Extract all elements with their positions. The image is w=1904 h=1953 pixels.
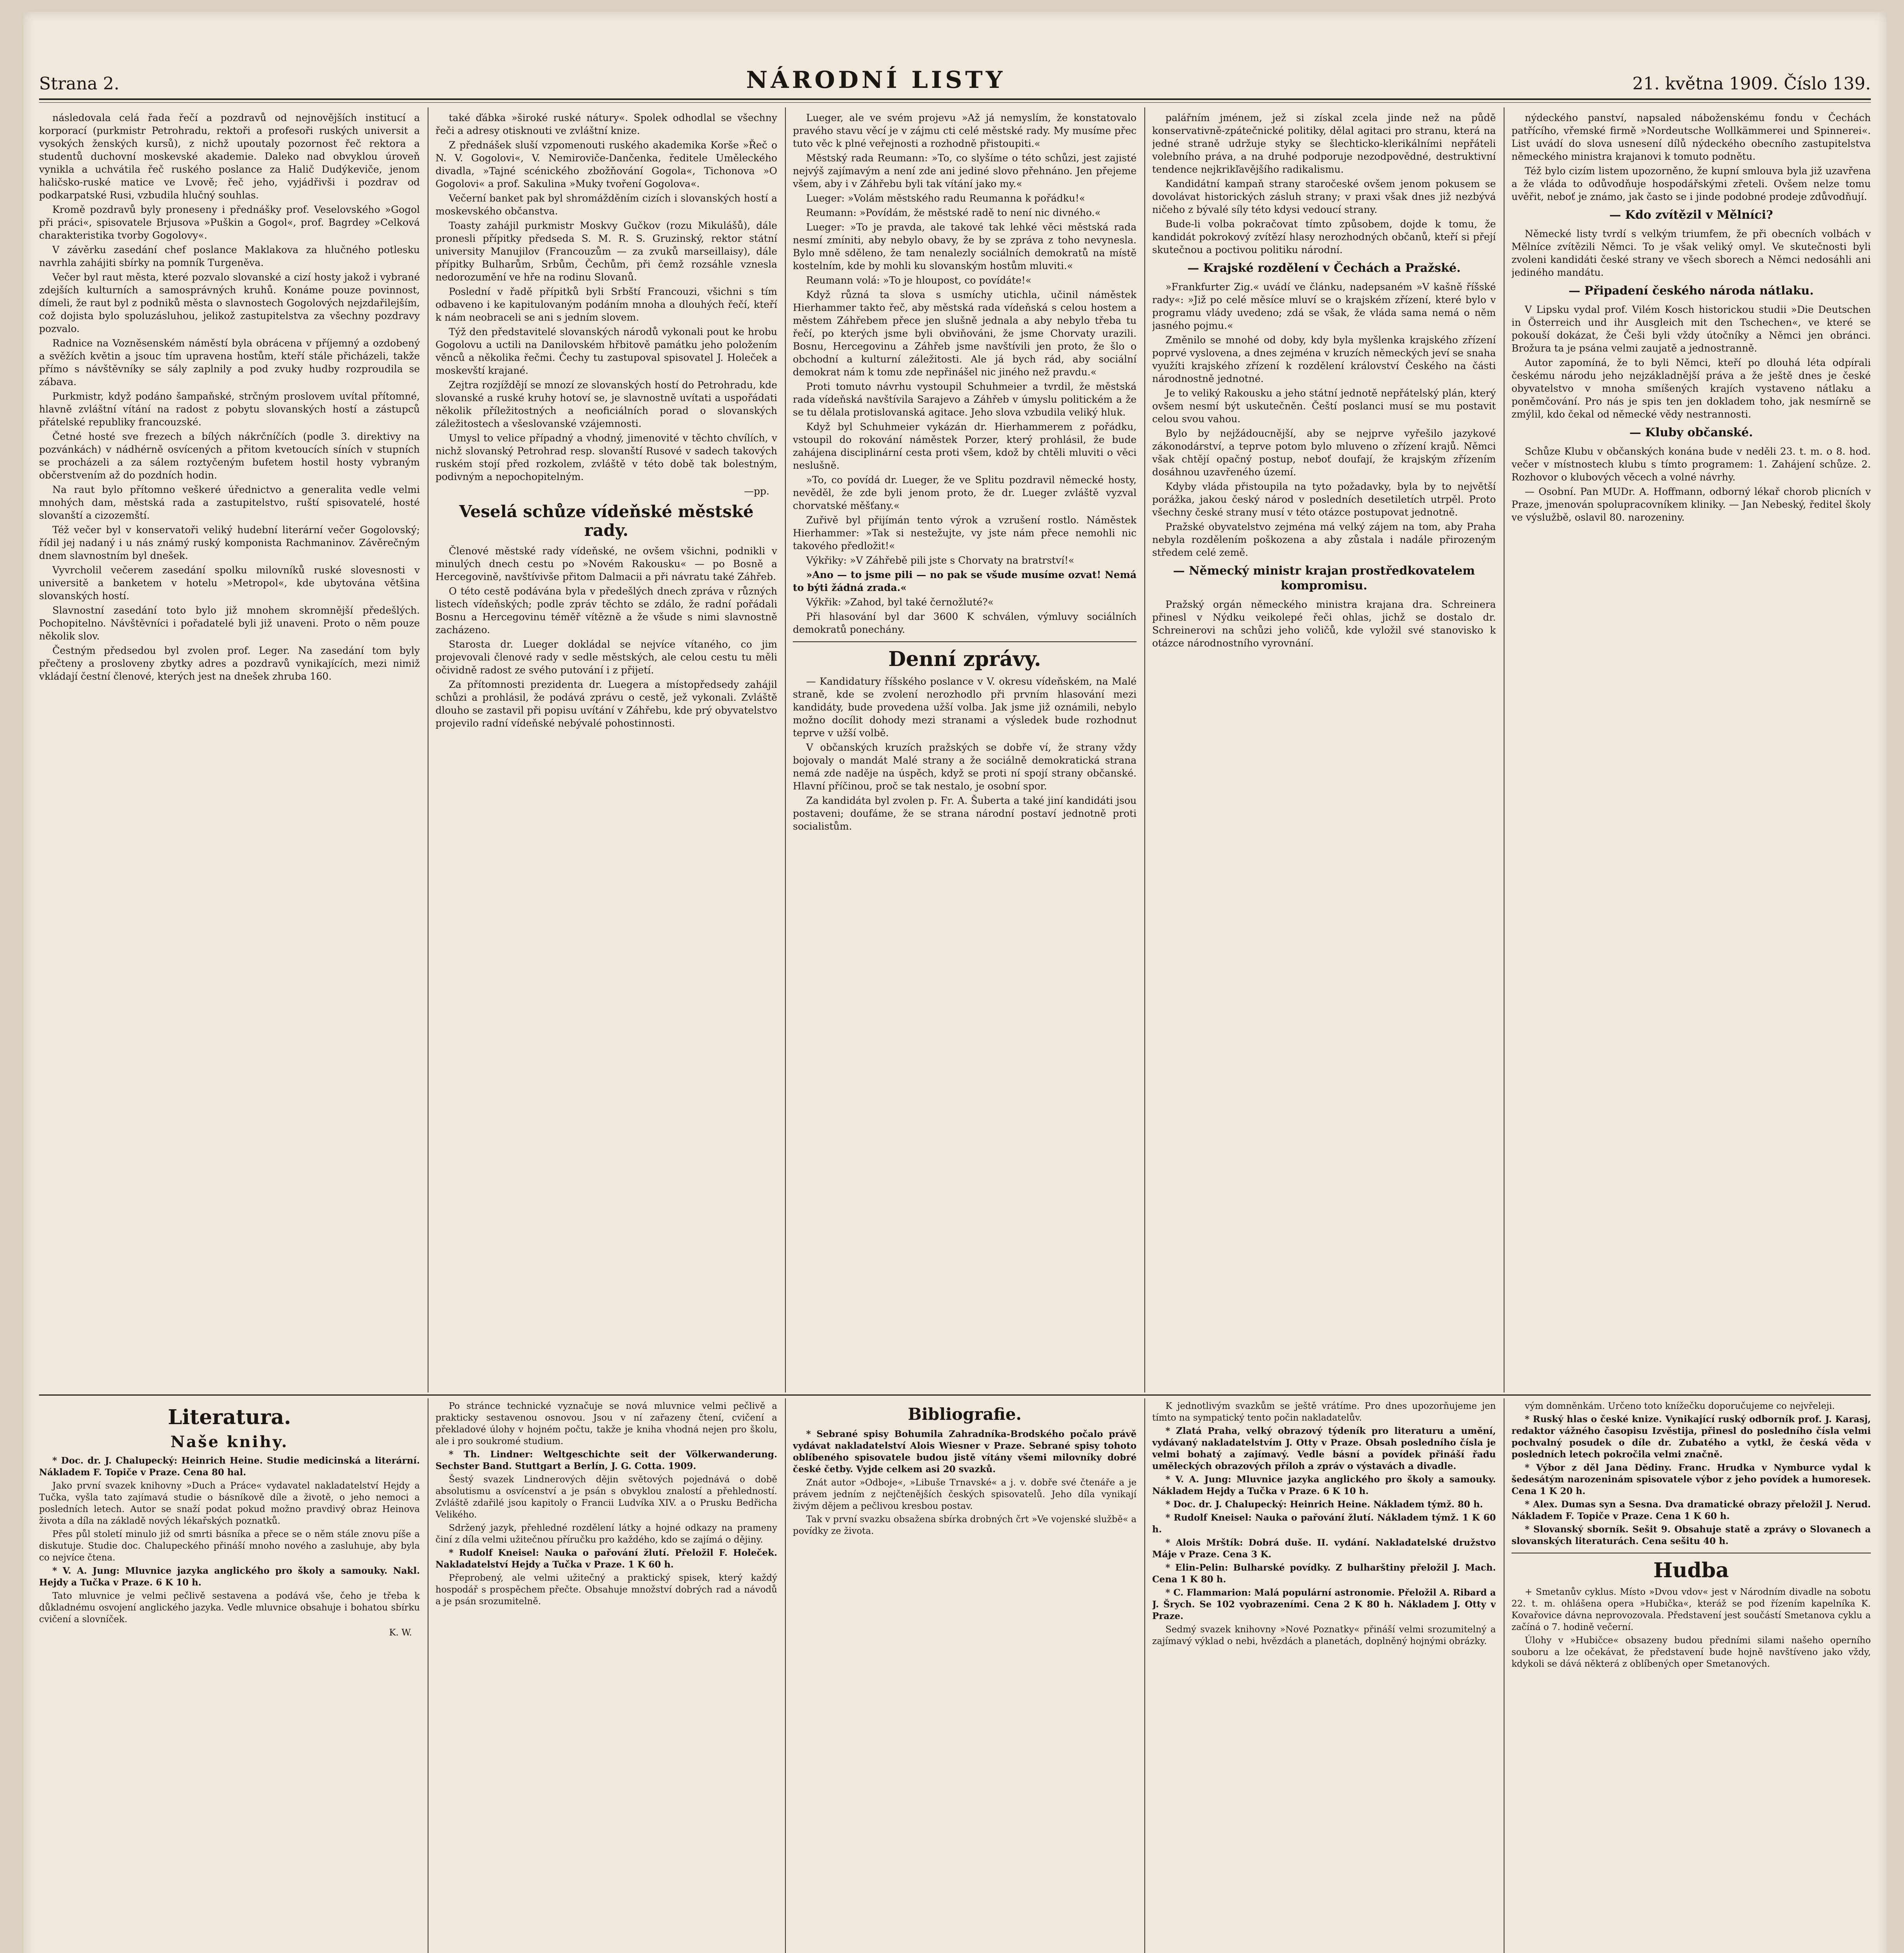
section-heading: Hudba: [1653, 1558, 1729, 1582]
article-title: — Kluby občanské.: [1629, 426, 1753, 439]
article-title: — Krajské rozdělení v Čechách a Pražské.: [1187, 261, 1461, 275]
paragraph: Šestý svazek Lindnerových dějin světových pojednává o době absolutismu a osvícenství a je psán s obvyklou znalostí a přehledností. Zvláště zdařilé jsou kapitoly o Francii Ludvíka XIV. a o Prusku Bedřicha Velikého.: [435, 1475, 777, 1520]
paragraph: V závěrku zasedání chef poslance Maklakova za hlučného potlesku navrhla zahájiti sbírky na pomník Turgeněva.: [39, 244, 420, 268]
paragraph: Z přednášek sluší vzpomenouti ruského akademika Korše »Řeč o N. V. Gogolovi«, V. Nemiroviče-Dančenka, ředitele Uměleckého divadla, »Tajné scénického zbožňování Gogola«, Tichonova »O Gogolovi« a prof. Sakulina »Muky tvoření Gogolova«.: [435, 139, 777, 189]
paragraph: Když různá ta slova s usmíchy utichla, učinil náměstek Hierhammer takto řeč, aby městská rada vídeňská s celou hostem a městem Záhřebem přece jen slušně jednala a aby nebylo třeba tu řečí, po kterých jsme byli obviňováni, že jsme Chorvaty urazili. Bosnu, Hercegovinu a Záhřeb jsme navštívili jen proto, že šlo o obchodní a kulturní záležitosti. Ale já bych rád, aby sociální demokrat nám k tomu zde nepřinášel nic jiného než pravdu.«: [793, 289, 1137, 378]
paragraph: Čestným předsedou byl zvolen prof. Leger. Na zasedání tom byly přečteny a prosloveny zbytky adres a pozdravů vynikajících, mezi nimiž vkládají čestní členové, kterých jest na dnešek zhruba 160.: [39, 645, 420, 682]
paragraph: také ďábka »široké ruské nátury«. Spolek odhodlal se všechny řeči a adresy otisknouti ve zvláštní knize.: [435, 112, 777, 136]
paragraph: Též večer byl v konservatoři veliký hudební literární večer Gogolovský; řídil jej nadaný i u nás známý ruský komponista Rachmaninov. Závěrečným dnem slavnostním byl dnešek.: [39, 524, 420, 561]
paragraph: Přes půl století minulo již od smrti básníka a přece se o něm stále znovu píše a diskutuje. Studie doc. Chalupeckého přináší mnoho nového a zasluhuje, aby byla co nejvíce čtena.: [39, 1529, 420, 1563]
paragraph: — Osobní. Pan MUDr. A. Hoffmann, odborný lékař chorob plicních v Praze, jmenován spolupracovníkem kliniky. — Jan Nebeský, ředitel školy ve výslužbě, oslavil 80. narozeniny.: [1511, 486, 1871, 523]
paragraph: Při hlasování byl dar 3600 K schválen, výmluvy sociálních demokratů ponechány.: [793, 611, 1137, 635]
subsection-heading: Bibliografie.: [908, 1405, 1022, 1424]
paragraph: Za kandidáta byl zvolen p. Fr. A. Šuberta a také jiní kandidáti jsou postaveni; doufáme, že se strana národní postaví jednotně proti socialistům.: [793, 795, 1137, 832]
paragraph: Přeprobený, ale velmi užitečný a praktický spisek, který každý hospodář s prospěchem přečte. Obsahuje množství dobrých rad a návodů a je psán srozumitelně.: [435, 1573, 777, 1607]
column-rule: [785, 1398, 786, 1953]
paragraph: Kdyby vláda přistoupila na tyto požadavky, byla by to největší porážka, jakou český národ v posledních desetiletích utrpěl. Proto všechny české strany musí v této otázce postupovat jednotně.: [1152, 481, 1496, 518]
paragraph: Umysl to velice případný a vhodný, jimenovité v těchto chvílích, v nichž slovanský Petrohrad resp. slovanští Rusové v sadech takových ruském stojí před rozkolem, zvláště v této době tak bolestným, podivným a nepochopitelným.: [435, 432, 777, 482]
article-title: — Německý ministr krajan prostředkovatelem kompromisu.: [1173, 564, 1475, 593]
column-2: [435, 111, 777, 1389]
paragraph: Poslední v řadě přípitků byli Srbští Francouzi, všichni s tím odbaveno i ke kapitulovaným podáním mnoha a dlouhých řečí, kteří k nám neobraceli se ani s jedním slovem.: [435, 286, 777, 323]
masthead-rule-thin: [39, 102, 1871, 103]
paragraph: * Slovanský sborník. Sešit 9. Obsahuje statě a zprávy o Slovanech a slovanských literaturách. Cena sešitu 40 h.: [1511, 1524, 1871, 1546]
paragraph: * C. Flammarion: Malá populární astronomie. Přeložil A. Ribard a J. Šrych. Se 102 vyobrazeními. Cena 2 K 80 h. Nákladem J. Otty v Praze.: [1152, 1587, 1496, 1621]
paragraph: * Alois Mrštík: Dobrá duše. II. vydání. Nakladatelské družstvo Máje v Praze. Cena 3 K.: [1152, 1537, 1496, 1560]
paragraph: K jednotlivým svazkům se ještě vrátíme. Pro dnes upozorňujeme jen tímto na sympatický tento počin nakladatelův.: [1152, 1401, 1496, 1423]
article-title: — Připadení českého národa nátlaku.: [1569, 284, 1814, 298]
paragraph: * Doc. dr. J. Chalupecký: Heinrich Heine. Studie medicinská a literární. Nákladem F. Topiče v Praze. Cena 80 hal.: [39, 1455, 420, 1478]
column-3: [793, 111, 1137, 1389]
paragraph: Za přítomnosti prezidenta dr. Luegera a místopředsedy zahájil schůzi a prohlásil, že podává zprávu o cestě, jež vykonali. Zvláště dlouho se zastavil při popisu uvítání v Záhřebu, kde prý obyvatelstvo projevilo radní vídeňské nebývalé pohostinnosti.: [435, 679, 777, 729]
page-number: Strana 2.: [39, 74, 120, 94]
paragraph: Když byl Schuhmeier vykázán dr. Hierhammerem z pořádku, vstoupil do rokování náměstek Porzer, který prohlásil, že bude zahájena disciplinární cesta proti všem, kdož by chtěli mluviti o věci neslušně.: [793, 421, 1137, 471]
paragraph: — Kandidatury říšského poslance v V. okresu vídeňském, na Malé straně, kde se zvolení nerozhodlo při prvním hlasování mezi kandidáty, bude provedena užší volba. Jak jsme již oznámili, nebylo možno docílit dohody mezi stranami a výsledek bude rozhodnut teprve v užší volbě.: [793, 676, 1137, 739]
newspaper-page: [23, 12, 1886, 1953]
paragraph: Proti tomuto návrhu vystoupil Schuhmeier a tvrdil, že městská rada vídeňská navštívila Sarajevo a Záhřeb v úmyslu politickém a že se tu dělala protislovanská agitace. Jeho slova vzbudila veliký hluk.: [793, 381, 1137, 418]
paragraph: * Rudolf Kneisel: Nauka o pařování žlutí. Nákladem týmž. 1 K 60 h.: [1152, 1512, 1496, 1535]
column-5: [1511, 111, 1871, 1389]
paragraph: Jako první svazek knihovny »Duch a Práce« vydavatel nakladatelství Hejdy a Tučka, vyšla tato zajímavá studie o básníkově díle a životě, o jeho nemoci a posledních letech. Autor se snaží podat pokud možno pravdivý obraz Heinova života a díla na základě nových lékařských poznatků.: [39, 1481, 420, 1526]
paragraph: Reumann: »Povídám, že městské radě to není nic divného.«: [806, 207, 1101, 218]
column-rule: [1144, 107, 1145, 1392]
section-rule: [793, 641, 1137, 642]
paragraph: Lueger: »To je pravda, ale takové tak lehké věci městská rada nesmí zmíniti, aby nebylo obavy, že by se zpráva z toho nevynesla. Bylo mně sděleno, že tam nenalezly sociálních demokratů na místě kostelním, kde by mohli ku slovanským hostům mluviti.«: [793, 221, 1137, 271]
paragraph: V Lipsku vydal prof. Vilém Kosch historickou studii »Die Deutschen in Österreich und ihr Ausgleich mit den Tschechen«, ve které se pokouší dokázat, že Češi byli vždy útočníky a Němci jen obránci. Brožura ta je psána velmi zaujatě a jednostranně.: [1511, 304, 1871, 354]
paragraph: následovala celá řada řečí a pozdravů od nejnovějších institucí a korporací (purkmistr Petrohradu, rektoři a profesoři ruských universit a vysokých ženských kursů), z nichž upoutaly pozornost řeč rektora a studentů duchovní moskevské akademie. Daleko nad obvyklou úroveň vynikla a uchvátila řeč ruského poslance za Halič Dudýkeviče, jenom haličsko-ruské matice ve Lvově; řeč jeho, vyjádřivši i pozdrav od podkarpatské Rusi, vzbudila hlučný souhlas.: [39, 112, 420, 201]
paragraph: Bylo by nejžádoucnější, aby se nejprve vyřešilo jazykové zákonodárství, a teprve potom bylo mluveno o zřízení krajů. Němci však chtějí opačný postup, neboť doufají, že krajským zřízením dosáhnou uzavřeného území.: [1152, 428, 1496, 478]
paragraph: Změnilo se mnohé od doby, kdy byla myšlenka krajského zřízení poprvé vyslovena, a dnes zejména v kruzích německých jeví se snaha využíti krajského zřízení k rozdělení království Českého na části národnostně jednotné.: [1152, 334, 1496, 384]
paragraph: O této cestě podávána byla v předešlých dnech zpráva v různých listech vídeňských; podle zpráv těchto se zdálo, že radní pořádali Bosnu a Hercegovinu téměř vítězně a že všude s nimi slavnostně zacházeno.: [435, 586, 777, 636]
section-divider: [39, 1394, 1871, 1396]
masthead-rule: [39, 98, 1871, 100]
paragraph: Radnice na Vozněsenském náměstí byla obrácena v příjemný a ozdobený a svěžích květin a jsouc tím upravena hostům, kteří stále přicházeli, takže přímo s návštěvníky se sály zaplnily a pod zvuky hudby rozproudila se zábava.: [39, 337, 420, 387]
paragraph: Večer byl raut města, které pozvalo slovanské a cizí hosty jakož i vybrané zdejších kulturních a samosprávných kruhů. Konáme pouze povinnost, dímeli, že raut byl z podniků města o slavnostech Gogolových nejzdařilejším, což dojista bylo spoluzásluhou, jelikož zastupitelstva za všechny pozdravy pozvalo.: [39, 271, 420, 334]
author-signature: —pp.: [744, 486, 769, 497]
paragraph: Autor zapomíná, že to byli Němci, kteří po dlouhá léta odpírali českému národu jeho nejzákladnější práva a že ještě dnes je české obyvatelstvo v mnoha smíšených krajích vystaveno nátlaku a poněmčování. Pro nás je spis ten jen dokladem toho, jak nesmírně se zmýlil, kdo čekal od německé vědy nestrannosti.: [1511, 357, 1871, 420]
paragraph: Bude-li volba pokračovat tímto způsobem, dojde k tomu, že kandidát pokrokový zvítězí hlasy nerozhodných občanů, kteří si přejí skutečnou a poctivou politiku národní.: [1152, 218, 1496, 255]
paragraph: Purkmistr, když podáno šampaňské, strčným proslovem uvítal přítomné, hlavně zvláštní vítání na radost z pobytu slovanských hostí a zástupců přátelské republiky francouzské.: [39, 391, 420, 428]
paragraph: Večerní banket pak byl shromážděním cizích i slovanských hostí a moskevského občanstva.: [435, 193, 777, 217]
section-heading: Denní zprávy.: [888, 647, 1041, 671]
paragraph: * Alex. Dumas syn a Sesna. Dva dramatické obrazy přeložil J. Nerud. Nákladem F. Topiče v Praze. Cena 1 K 60 h.: [1511, 1499, 1871, 1521]
paragraph: Zuřivě byl přijímán tento výrok a vzrušení rostlo. Náměstek Hierhammer: »Tak si nestežujte, vy jste nám přece nemohli nic takového předložit!«: [793, 514, 1137, 552]
paragraph: * Zlatá Praha, velký obrazový týdeník pro literaturu a umění, vydávaný nakladatelstvím J. Otty v Praze. Obsah posledního čísla je velmi bohatý a zajímavý. Vedle básní a povídek přináší řadu uměleckých obrazových příloh a zpráv o výstavách a divadle.: [1152, 1426, 1496, 1471]
paragraph: nýdeckého panství, napsaled náboženskému fondu v Čechách patřícího, vřemské firmě »Nordeutsche Wollkämmerei und Spinnerei«. List uvádí do slova usnesení dílů nýdeckého obecního zastupitelstva německého ministra krajanovi k tomuto podnětu.: [1511, 112, 1871, 162]
paragraph: * Elin-Pelin: Bulharské povídky. Z bulharštiny přeložil J. Mach. Cena 1 K 80 h.: [1152, 1562, 1496, 1585]
paragraph: vým domněnkám. Určeno toto knížečku doporučujeme co nejvřeleji.: [1525, 1401, 1835, 1411]
paragraph: Vyvrcholil večerem zasedání spolku milovníků ruské slovesnosti v universitě a banketem v hotelu »Metropol«, kde ubytována většina slovanských hostí.: [39, 564, 420, 602]
paragraph: Výkřiky: »V Záhřebě pili jste s Chorvaty na bratrství!«: [806, 555, 1074, 566]
masthead: [39, 66, 1871, 94]
paragraph: * V. A. Jung: Mluvnice jazyka anglického pro školy a samouky. Nakl. Hejdy a Tučka v Praze. 6 K 10 h.: [39, 1566, 420, 1588]
paragraph: Též bylo cizím listem upozorněno, že kupní smlouva byla již uzavřena a že vláda to odůvodňuje hospodářskými zřeteli. Ovšem nelze tomu uvěřit, neboť je známo, jak často se i jinde podobné prodeje zdůvodňují.: [1511, 165, 1871, 202]
paragraph: Pražský orgán německého ministra krajana dra. Schreinera přinesl v Nýdku veikolepé řeči ohlas, jichž se dostalo dr. Schreinerovi na schůzi jeho voličů, kde vyložil své stanovisko k otázce národnostního vyrovnání.: [1152, 599, 1496, 649]
literature-column-1: [39, 1400, 420, 1953]
paragraph: Sedmý svazek knihovny »Nové Poznatky« přináší velmi srozumitelný a zajímavý výklad o nebi, hvězdách a planetách, doplněný hojnými obrázky.: [1152, 1625, 1496, 1646]
paragraph: Po stránce technické vyznačuje se nová mluvnice velmi pečlivě a prakticky sestavenou osnovou. Jsou v ní zařazeny čtení, cvičení a překladové úlohy v hojném počtu, takže je kniha vhodná nejen pro školu, ale i pro soukromé studium.: [435, 1401, 777, 1446]
paragraph: * Th. Lindner: Weltgeschichte seit der Völkerwanderung. Sechster Band. Stuttgart a Berlín, J. G. Cotta. 1909.: [435, 1449, 777, 1471]
paragraph: Četné hosté sve frezech a bílých nákrčníčích (podle 3. direktivy na pozvánkách) v nádhérně osvícených a přitom kvetoucích síních v stupních se procházeli a za sálem roztyčeným bufetem hostil hosty vybraným občerstvením až do pozdních hodin.: [39, 431, 420, 481]
paragraph: Lueger: »Volám městského radu Reumanna k pořádku!«: [806, 193, 1085, 204]
paragraph: Německé listy tvrdí s velkým triumfem, že při obecních volbách v Mělníce zvítězili Němci. To je však veliký omyl. Ve skutečnosti byli zvoleni kandidáti české strany ve všech sborech a Němci nedosáhli ani jediného mandátu.: [1511, 228, 1871, 278]
issue-date: 21. května 1909. Číslo 139.: [1632, 74, 1871, 94]
paragraph: Na raut bylo přítomno veškeré úřednictvo a generalita vedle velmi mnohých dam, městská rada a zastupitelstvo, ruští spisovatelé, hosté slovanští a cizozemští.: [39, 484, 420, 521]
paragraph: palářním jménem, jež si získal zcela jinde než na půdě konservativně-zpátečnické politiky, dělal agitaci pro stranu, která na jedné straně udržuje styky se šlechticko-klerikálními nepřáteli volebního práva, a na druhé podporuje nezodpovědné, destruktivní tendence nejkrikľavějšího radikalismu.: [1152, 112, 1496, 175]
newspaper-title: NÁRODNÍ LISTY: [746, 66, 1006, 94]
paragraph: Výkřik: »Zahod, byl také černožluté?«: [806, 596, 994, 608]
section-heading: Literatura.: [168, 1405, 291, 1429]
literature-column-4: [1152, 1400, 1496, 1953]
column-4: [1152, 111, 1496, 1389]
paragraph: Zejtra rozjíždějí se mnozí ze slovanských hostí do Petrohradu, kde slovanské a ruské kruhy hotoví se, je slavnostně uvítati a uspořádati několik příležitostných a neoficiálních porad o slovanských záležitostech a všeslovanské vzájemnosti.: [435, 379, 777, 429]
paragraph: * Rudolf Kneisel: Nauka o pařování žlutí. Přeložil F. Holeček. Nakladatelství Hejdy a Tučka v Praze. 1 K 60 h.: [435, 1548, 777, 1570]
paragraph: »To, co povídá dr. Lueger, že ve Splitu pozdravil německé hosty, nevěděl, že zde byli jenom proto, že dr. Lueger zvláště vyzval chorvatské měšťany.«: [793, 474, 1137, 511]
paragraph: »Ano — to jsme pili — no pak se všude musíme ozvat! Nemá to býti žádná zrada.«: [793, 569, 1137, 593]
article-title: — Kdo zvítězil v Mělníci?: [1609, 208, 1773, 222]
paragraph: Sdržený jazyk, přehledné rozdělení látky a hojné odkazy na prameny činí z díla velmi užitečnou příručku pro každého, kdo se zajímá o dějiny.: [435, 1523, 777, 1545]
paragraph: Reumann volá: »To je hloupost, co povídáte!«: [806, 275, 1031, 286]
literature-column-2: [435, 1400, 777, 1953]
literature-column-5: [1511, 1400, 1871, 1953]
subsection-heading: Naše knihy.: [170, 1433, 289, 1451]
literature-column-3: [793, 1400, 1137, 1953]
paragraph: + Smetanův cyklus. Místo »Dvou vdov« jest v Národním divadle na sobotu 22. t. m. ohlášena opera »Hubička«, kteráž se pod řízením kapelníka K. Kovařovice dávna neprovozovala. Představení jest součástí Smetanova cyklu a začíná o 7. hodině večerní.: [1511, 1587, 1871, 1632]
paragraph: * Doc. dr. J. Chalupecký: Heinrich Heine. Nákladem týmž. 80 h.: [1165, 1499, 1483, 1510]
paragraph: V občanských kruzích pražských se dobře ví, že strany vždy bojovaly o mandát Malé strany a že sociálně demokratická strana nemá zde naděje na úspěch, když se proti ní spojí strany občanské. Hlavní příčinou, proč se tak nestalo, je osobní spor.: [793, 742, 1137, 792]
paragraph: Městský rada Reumann: »To, co slyšíme o této schůzi, jest zajisté nejvýš zajímavým a není zde ani jediné slovo přehnáno. Jen přejeme všem, aby i v Záhřebu byli tak vítání jako my.«: [793, 152, 1137, 189]
column-rule: [1144, 1398, 1145, 1953]
paragraph: * V. A. Jung: Mluvnice jazyka anglického pro školy a samouky. Nákladem Hejdy a Tučka v Praze. 6 K 10 h.: [1152, 1474, 1496, 1496]
paragraph: Znát autor »Odboje«, »Libuše Trnavské« a j. v. dobře své čtenáře a je právem jedním z nejčtenějších českých spisovatelů. Jeho díla vynikají živým dějem a pečlivou kresbou postav.: [793, 1478, 1137, 1511]
paragraph: Kromě pozdravů byly proneseny i přednášky prof. Veselovského »Gogol při práci«, spisovatele Brjusova »Puškin a Gogol«, prof. Bagrdey »Celková charakteristika tvorby Gogolovy«.: [39, 204, 420, 241]
paragraph: Členové městské rady vídeňské, ne ovšem všichni, podnikli v minulých dnech cestu po »Novém Rakousku« — po Bosně a Hercegovině, navštívivše přitom Dalmacii a při návratu také Záhřeb.: [435, 545, 777, 582]
author-signature: K. W.: [389, 1628, 412, 1638]
paragraph: »Frankfurter Zig.« uvádí ve článku, nadepsaném »V kašně říšské rady«: »Již po celé měsíce mluví se o krajském zřízení, které bylo v programu vlády uvedeno; zdá se však, že vláda sama nemá o něm jasného pojmu.«: [1152, 281, 1496, 331]
paragraph: * Ruský hlas o české knize. Vynikající ruský odborník prof. J. Karasj, redaktor vážného časopisu Izvěstija, přinesl do posledního čísla velmi pochvalný posudek o díle dr. Zubatého a vytkl, že česká věda v posledních letech pokročila velmi značně.: [1511, 1414, 1871, 1460]
paragraph: Schůze Klubu v občanských konána bude v neděli 23. t. m. o 8. hod. večer v místnostech klubu s tímto programem: 1. Zahájení schůze. 2. Rozhovor o klubových věcech a volné návrhy.: [1511, 446, 1871, 483]
column-1: [39, 111, 420, 1389]
paragraph: Lueger, ale ve svém projevu »Až já nemyslím, že konstatovalo pravého stavu věcí je v zájmu cti celé městské rady. My musíme přec tuto věc k plné veřejnosti a rozhodně přistoupiti.«: [793, 112, 1137, 149]
paragraph: Tak v první svazku obsažena sbírka drobných črt »Ve vojenské službě« a povídky ze života.: [793, 1514, 1137, 1536]
paragraph: Úlohy v »Hubičce« obsazeny budou předními silami našeho operního souboru a lze očekávat, že představení bude hojně navštíveno jako vždy, kdykoli se dává některá z oblíbených oper Smetanových.: [1511, 1635, 1871, 1669]
paragraph: Tato mluvnice je velmi pečlivě sestavena a podává vše, čeho je třeba k důkladnému osvojení anglického jazyka. Vedle mluvnice obsahuje i bohatou sbírku cvičení a slovníček.: [39, 1591, 420, 1625]
paragraph: Toasty zahájil purkmistr Moskvy Gučkov (rozu Mikulášů), dále pronesli přípitky předseda S. M. R. S. Gruzinský, rektor státní university Manujilov (Francouzům — za zvuků marseillaisy), dále přípitky Bulharům, Srbům, Čechům, při čemž rozsáhle vznesla nedorozumění ve hře na rodinu Slovanů.: [435, 220, 777, 283]
paragraph: Je to veliký Rakousku a jeho státní jednotě nepřátelský plán, který ovšem nesmí být uskutečněn. Čeští poslanci musí se mu postavit celou svou vahou.: [1152, 387, 1496, 425]
paragraph: Kandidátní kampaň strany staročeské ovšem jenom pokusem se dovolávat historických zásluh strany; v praxi však dnes již nezbývá ničeho z bývalé síly této kdysi vedoucí strany.: [1152, 178, 1496, 215]
paragraph: * Sebrané spisy Bohumila Zahradníka-Brodského počalo právě vydávat nakladatelství Alois Wiesner v Praze. Sebrané spisy tohoto oblíbeného spisovatele budou jistě vítány všemi milovníky dobré české četby. Vyjde celkem asi 20 svazků.: [793, 1429, 1137, 1475]
paragraph: Týž den představitelé slovanských národů vykonali pout ke hrobu Gogolovu a uctili na Danilovském hřbitově památku jeho položením věnců a několika řečmi. Čechy tu zastupoval spisovatel J. Holeček a moskevští krajané.: [435, 326, 777, 376]
paragraph: Slavnostní zasedání toto bylo již mnohem skromnější předešlých. Pochopitelno. Návštěvníci i pořadatelé byli již unaveni. Proto o něm pouze několik slov.: [39, 605, 420, 642]
article-title: Veselá schůze vídeňské městské rady.: [459, 502, 754, 540]
paragraph: * Výbor z děl Jana Dědiny. Franc. Hrudka v Nymburce vydal k šedesátým narozeninám spisovatele výbor z jeho povídek a humoresek. Cena 1 K 20 h.: [1511, 1462, 1871, 1496]
column-rule: [785, 107, 786, 1392]
paragraph: Starosta dr. Lueger dokládal se nejvíce vítaného, co jim projevovali členové rady v sedle městských, ale celou cestu tu měli očividně radost ze svého putování i z přijetí.: [435, 639, 777, 676]
paragraph: Pražské obyvatelstvo zejména má velký zájem na tom, aby Praha nebyla rozdělením poškozena a aby zůstala i nadále přirozeným středem celé země.: [1152, 521, 1496, 558]
